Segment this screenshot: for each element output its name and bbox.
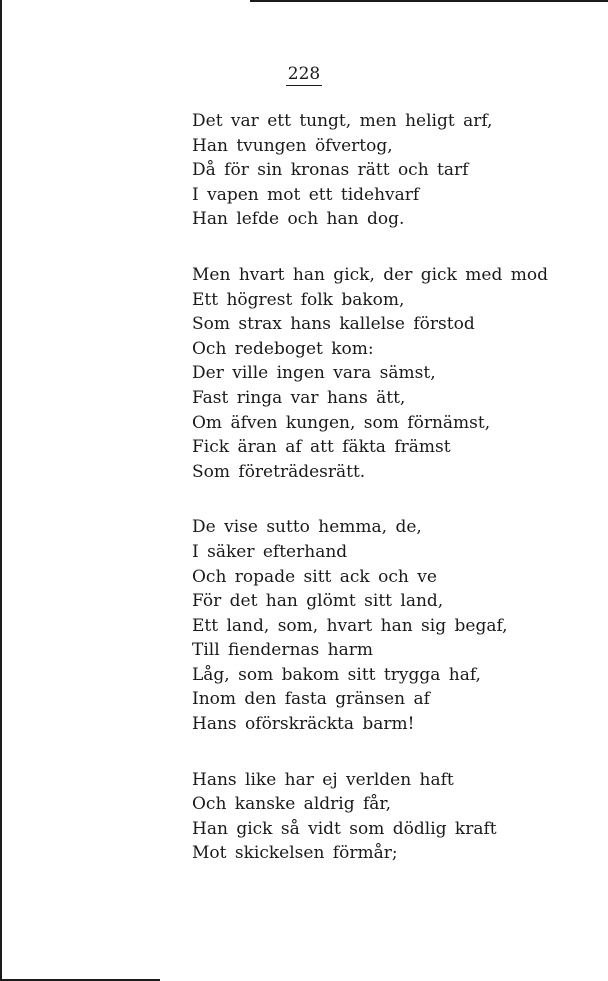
poem-line: Men hvart han gick, der gick med mod [192, 264, 548, 285]
stanza-3 [192, 515, 602, 736]
poem-line: Och kanske aldrig får, [192, 794, 392, 815]
poem-line: Mot skickelsen förmår; [192, 843, 398, 864]
stanza-4 [192, 768, 602, 866]
poem-line: Han gick så vidt som dödlig kraft [192, 818, 497, 839]
page-number-text: 228 [287, 64, 321, 84]
poem-line: Hans oförskräckta barm! [192, 714, 415, 735]
stanza-2 [192, 263, 602, 484]
scan-border-top [250, 0, 608, 2]
poem-line: Och ropade sitt ack och ve [192, 566, 437, 587]
poem-line: Om äfven kungen, som förnämst, [192, 412, 491, 433]
poem-body [192, 109, 602, 897]
poem-line: Ett högrest folk bakom, [192, 289, 405, 310]
poem-line: Inom den fasta gränsen af [192, 689, 430, 710]
poem-line: Han lefde och han dog. [192, 209, 405, 230]
poem-line: I säker efterhand [192, 541, 348, 562]
poem-line: Han tvungen öfvertog, [192, 135, 393, 156]
scan-border-left [0, 0, 2, 981]
stanza-1 [192, 109, 602, 232]
poem-line: De vise sutto hemma, de, [192, 517, 422, 538]
poem-line: I vapen mot ett tidehvarf [192, 184, 420, 205]
poem-line: Det var ett tungt, men heligt arf, [192, 111, 493, 131]
poem-line: Ett land, som, hvart han sig begaf, [192, 615, 508, 636]
poem-line: Fick äran af att fäkta främst [192, 437, 451, 458]
poem-line: Då för sin kronas rätt och tarf [192, 160, 469, 181]
poem-line: Der ville ingen vara sämst, [192, 363, 436, 384]
page-number [0, 64, 608, 84]
poem-line: För det han glömt sitt land, [192, 591, 444, 612]
poem-line: Som företrädesrätt. [192, 461, 366, 482]
poem-line: Till fiendernas harm [192, 640, 374, 661]
poem-line: Och redeboget kom: [192, 338, 374, 359]
poem-line: Fast ringa var hans ätt, [192, 387, 406, 408]
poem-line: Hans like har ej verlden haft [192, 769, 454, 790]
poem-line: Låg, som bakom sitt trygga haf, [192, 664, 481, 685]
poem-line: Som strax hans kallelse förstod [192, 314, 475, 335]
